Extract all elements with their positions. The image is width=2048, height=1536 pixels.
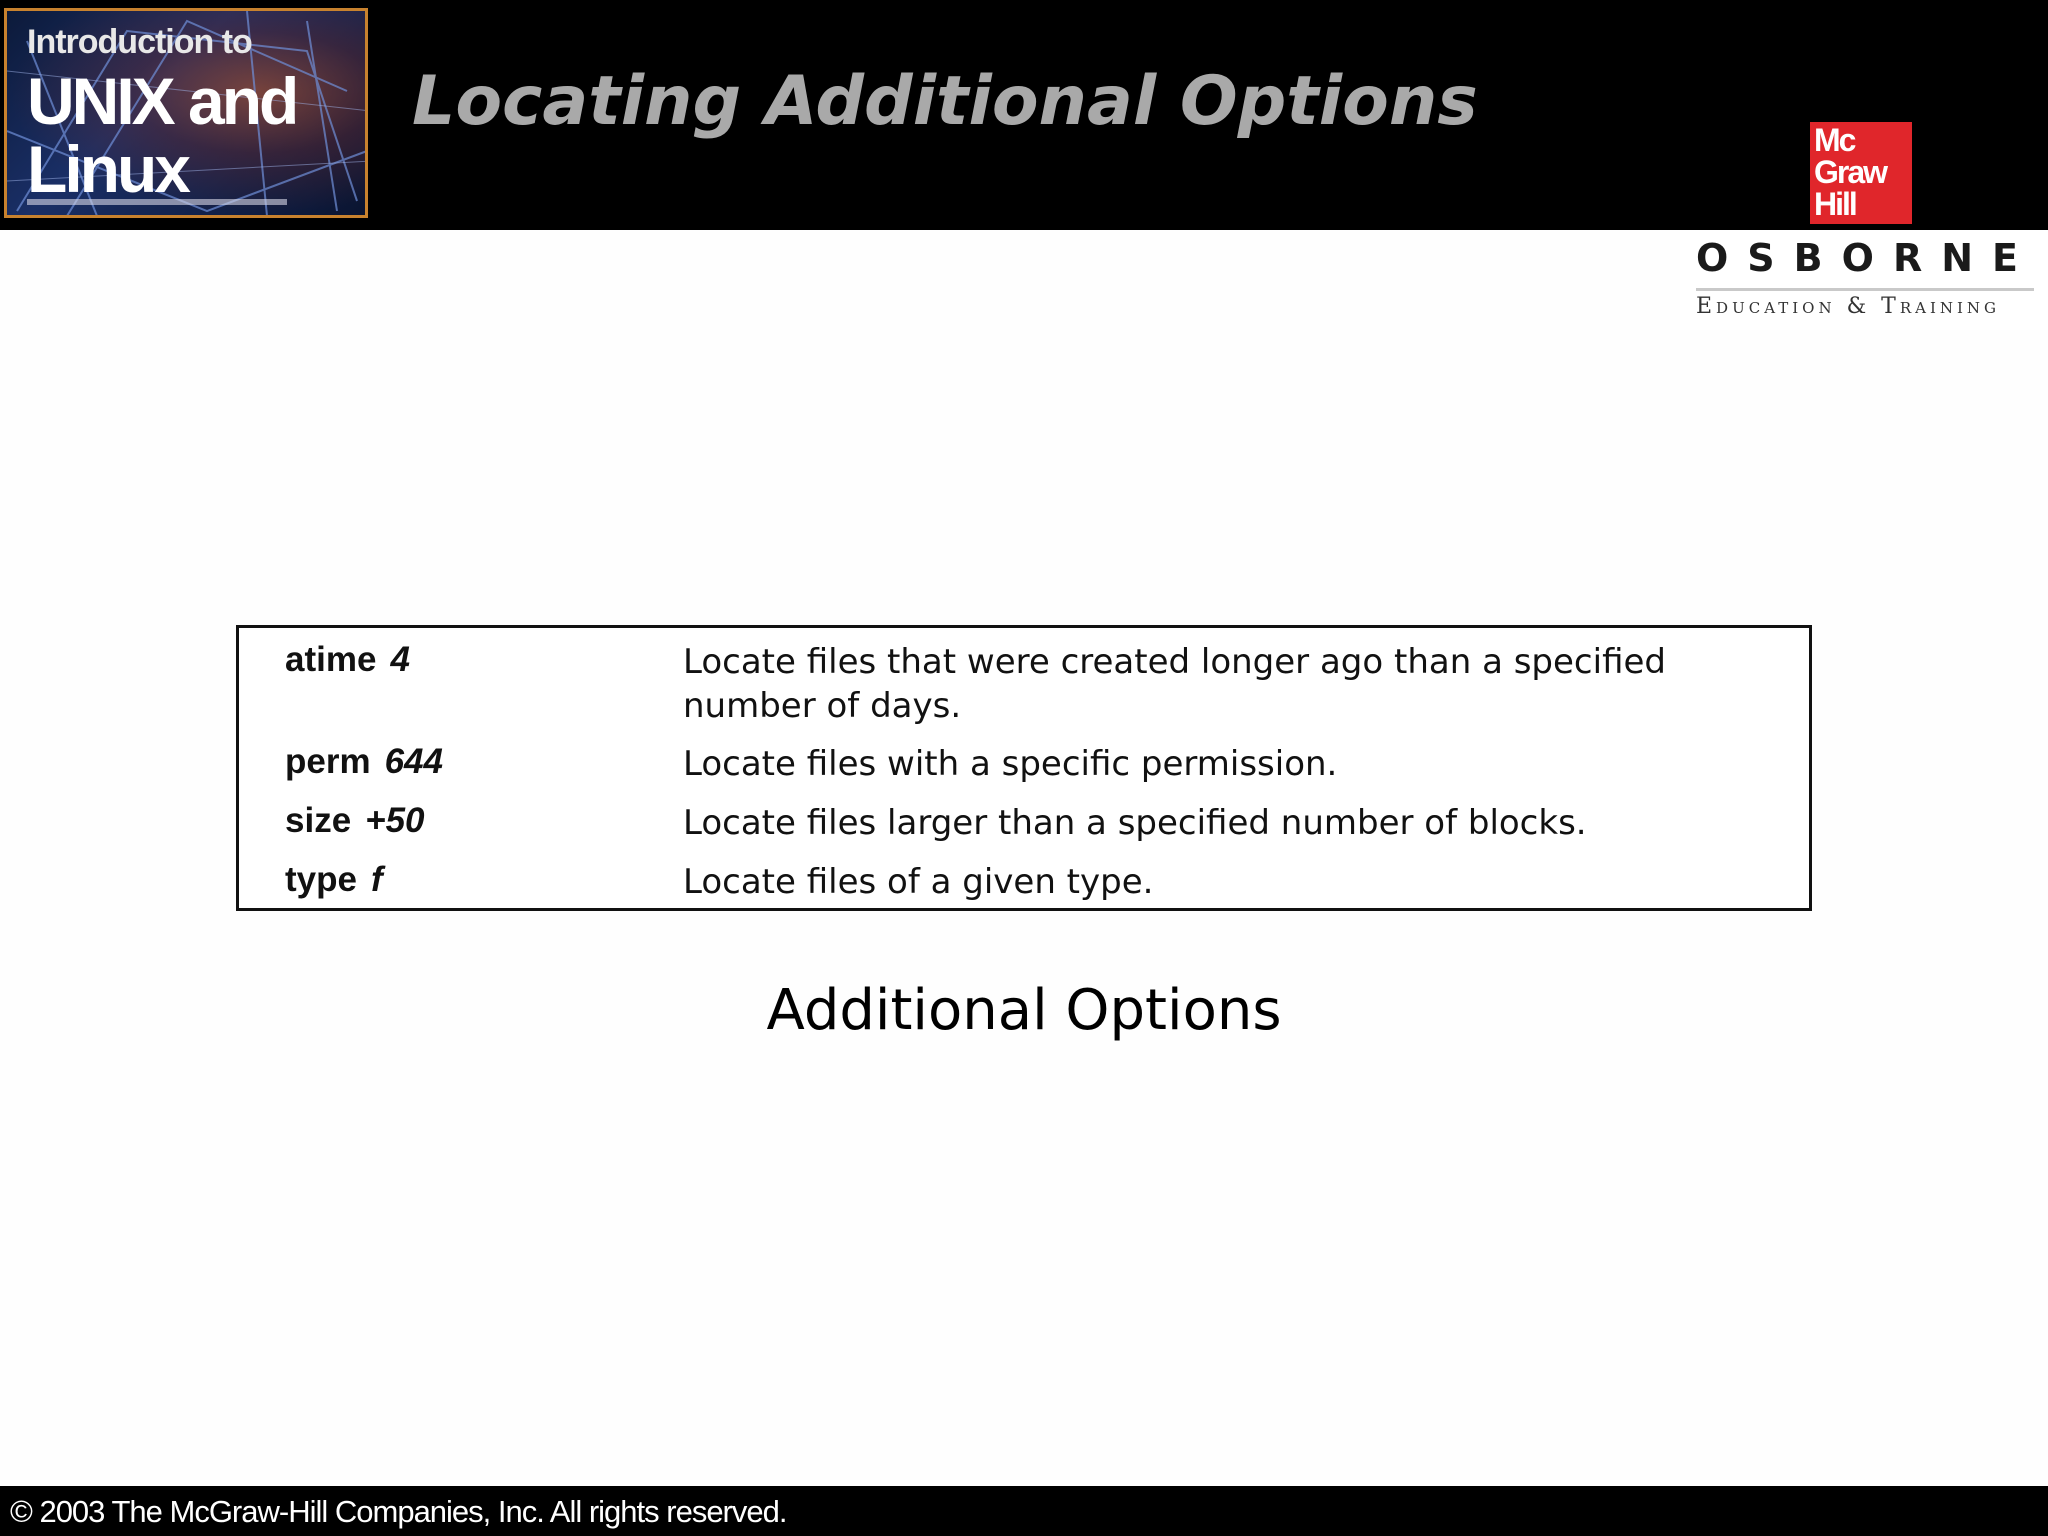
mcgraw-hill-logo-line2: Graw bbox=[1814, 154, 1887, 190]
option-name bbox=[285, 640, 410, 680]
option-name bbox=[285, 742, 443, 782]
osborne-logo bbox=[1680, 230, 2048, 330]
option-argument: 644 bbox=[384, 742, 443, 781]
book-cover-logo bbox=[4, 8, 368, 218]
mcgraw-hill-logo bbox=[1810, 122, 1912, 224]
osborne-divider bbox=[1696, 288, 2034, 291]
option-argument: 4 bbox=[390, 640, 410, 679]
book-logo-line2: UNIX and bbox=[27, 64, 297, 138]
option-name bbox=[285, 860, 383, 900]
header-band bbox=[0, 0, 2048, 230]
option-description: Locate files with a specific permission. bbox=[683, 744, 1338, 784]
option-description: Locate files that were created longer ago than a specified number of days. bbox=[683, 642, 1666, 726]
option-keyword: atime bbox=[285, 640, 377, 679]
table-caption: Additional Options bbox=[766, 978, 1282, 1043]
option-name bbox=[285, 801, 425, 841]
option-argument: +50 bbox=[365, 801, 425, 840]
copyright-notice: © 2003 The McGraw-Hill Companies, Inc. All rights reserved. bbox=[10, 1494, 787, 1529]
slide-title: Locating Additional Options bbox=[412, 62, 1478, 141]
options-table bbox=[236, 625, 1812, 911]
osborne-name: OSBORNE bbox=[1696, 236, 2037, 280]
book-logo-line1: Introduction to bbox=[27, 23, 252, 61]
option-description: Locate files of a given type. bbox=[683, 862, 1154, 902]
book-logo-line3: Linux bbox=[27, 132, 188, 206]
option-argument: f bbox=[370, 860, 383, 899]
mcgraw-hill-logo-line3: Hill bbox=[1814, 186, 1856, 222]
option-keyword: perm bbox=[285, 742, 371, 781]
osborne-subtitle: Education & Training bbox=[1696, 294, 2001, 319]
footer-band bbox=[0, 1486, 2048, 1536]
option-description: Locate files larger than a specified number of blocks. bbox=[683, 803, 1587, 843]
option-keyword: type bbox=[285, 860, 357, 899]
option-keyword: size bbox=[285, 801, 352, 840]
mcgraw-hill-logo-line1: Mc bbox=[1814, 122, 1855, 158]
